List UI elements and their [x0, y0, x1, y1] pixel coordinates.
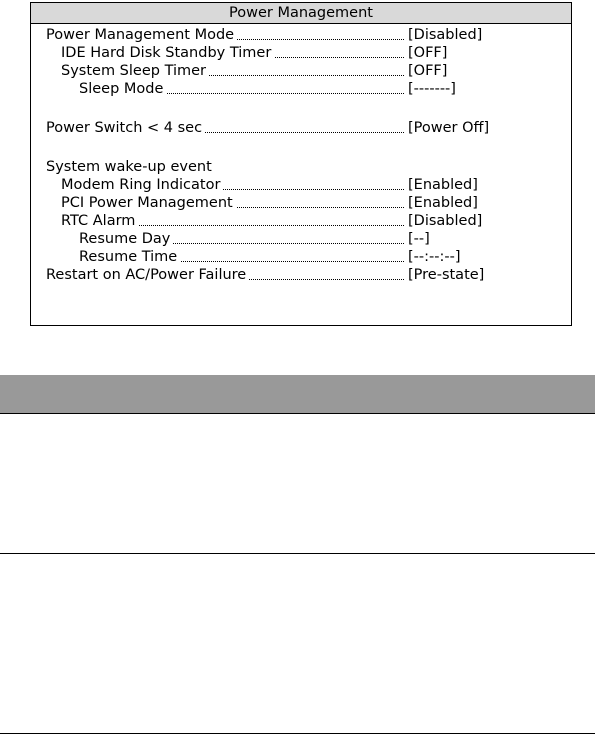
setting-value[interactable]: [Disabled] — [408, 27, 483, 43]
setting-value[interactable]: [Pre-state] — [408, 267, 485, 283]
setting-value[interactable]: [Enabled] — [408, 177, 478, 193]
setting-label: Sleep Mode — [79, 80, 404, 98]
setting-label: RTC Alarm — [61, 212, 404, 230]
setting-label: Restart on AC/Power Failure — [46, 266, 404, 284]
setting-value[interactable]: [OFF] — [408, 45, 448, 61]
bios-power-management-panel — [30, 2, 572, 326]
setting-label: System Sleep Timer — [61, 62, 404, 80]
table-row — [0, 554, 595, 734]
setting-label: PCI Power Management — [61, 194, 404, 212]
setting-value[interactable]: [Disabled] — [408, 213, 483, 229]
setting-label: Resume Time — [79, 248, 404, 266]
setting-label: Resume Day — [79, 230, 404, 248]
setting-value[interactable]: [OFF] — [408, 63, 448, 79]
setting-value[interactable]: [--] — [408, 231, 430, 247]
setting-value[interactable]: [--:--:--] — [408, 249, 461, 265]
section-heading-wake-up: System wake-up event — [46, 159, 212, 175]
setting-label: Modem Ring Indicator — [61, 176, 404, 194]
table-header — [0, 375, 595, 414]
setting-value[interactable]: [Power Off] — [408, 120, 490, 136]
setting-value[interactable]: [Enabled] — [408, 195, 478, 211]
panel-title: Power Management — [31, 3, 571, 24]
setting-label: Power Management Mode — [46, 26, 404, 44]
setting-value[interactable]: [-------] — [408, 81, 456, 97]
table-row — [0, 414, 595, 554]
setting-label: IDE Hard Disk Standby Timer — [61, 44, 404, 62]
setting-label: Power Switch < 4 sec — [46, 119, 404, 137]
